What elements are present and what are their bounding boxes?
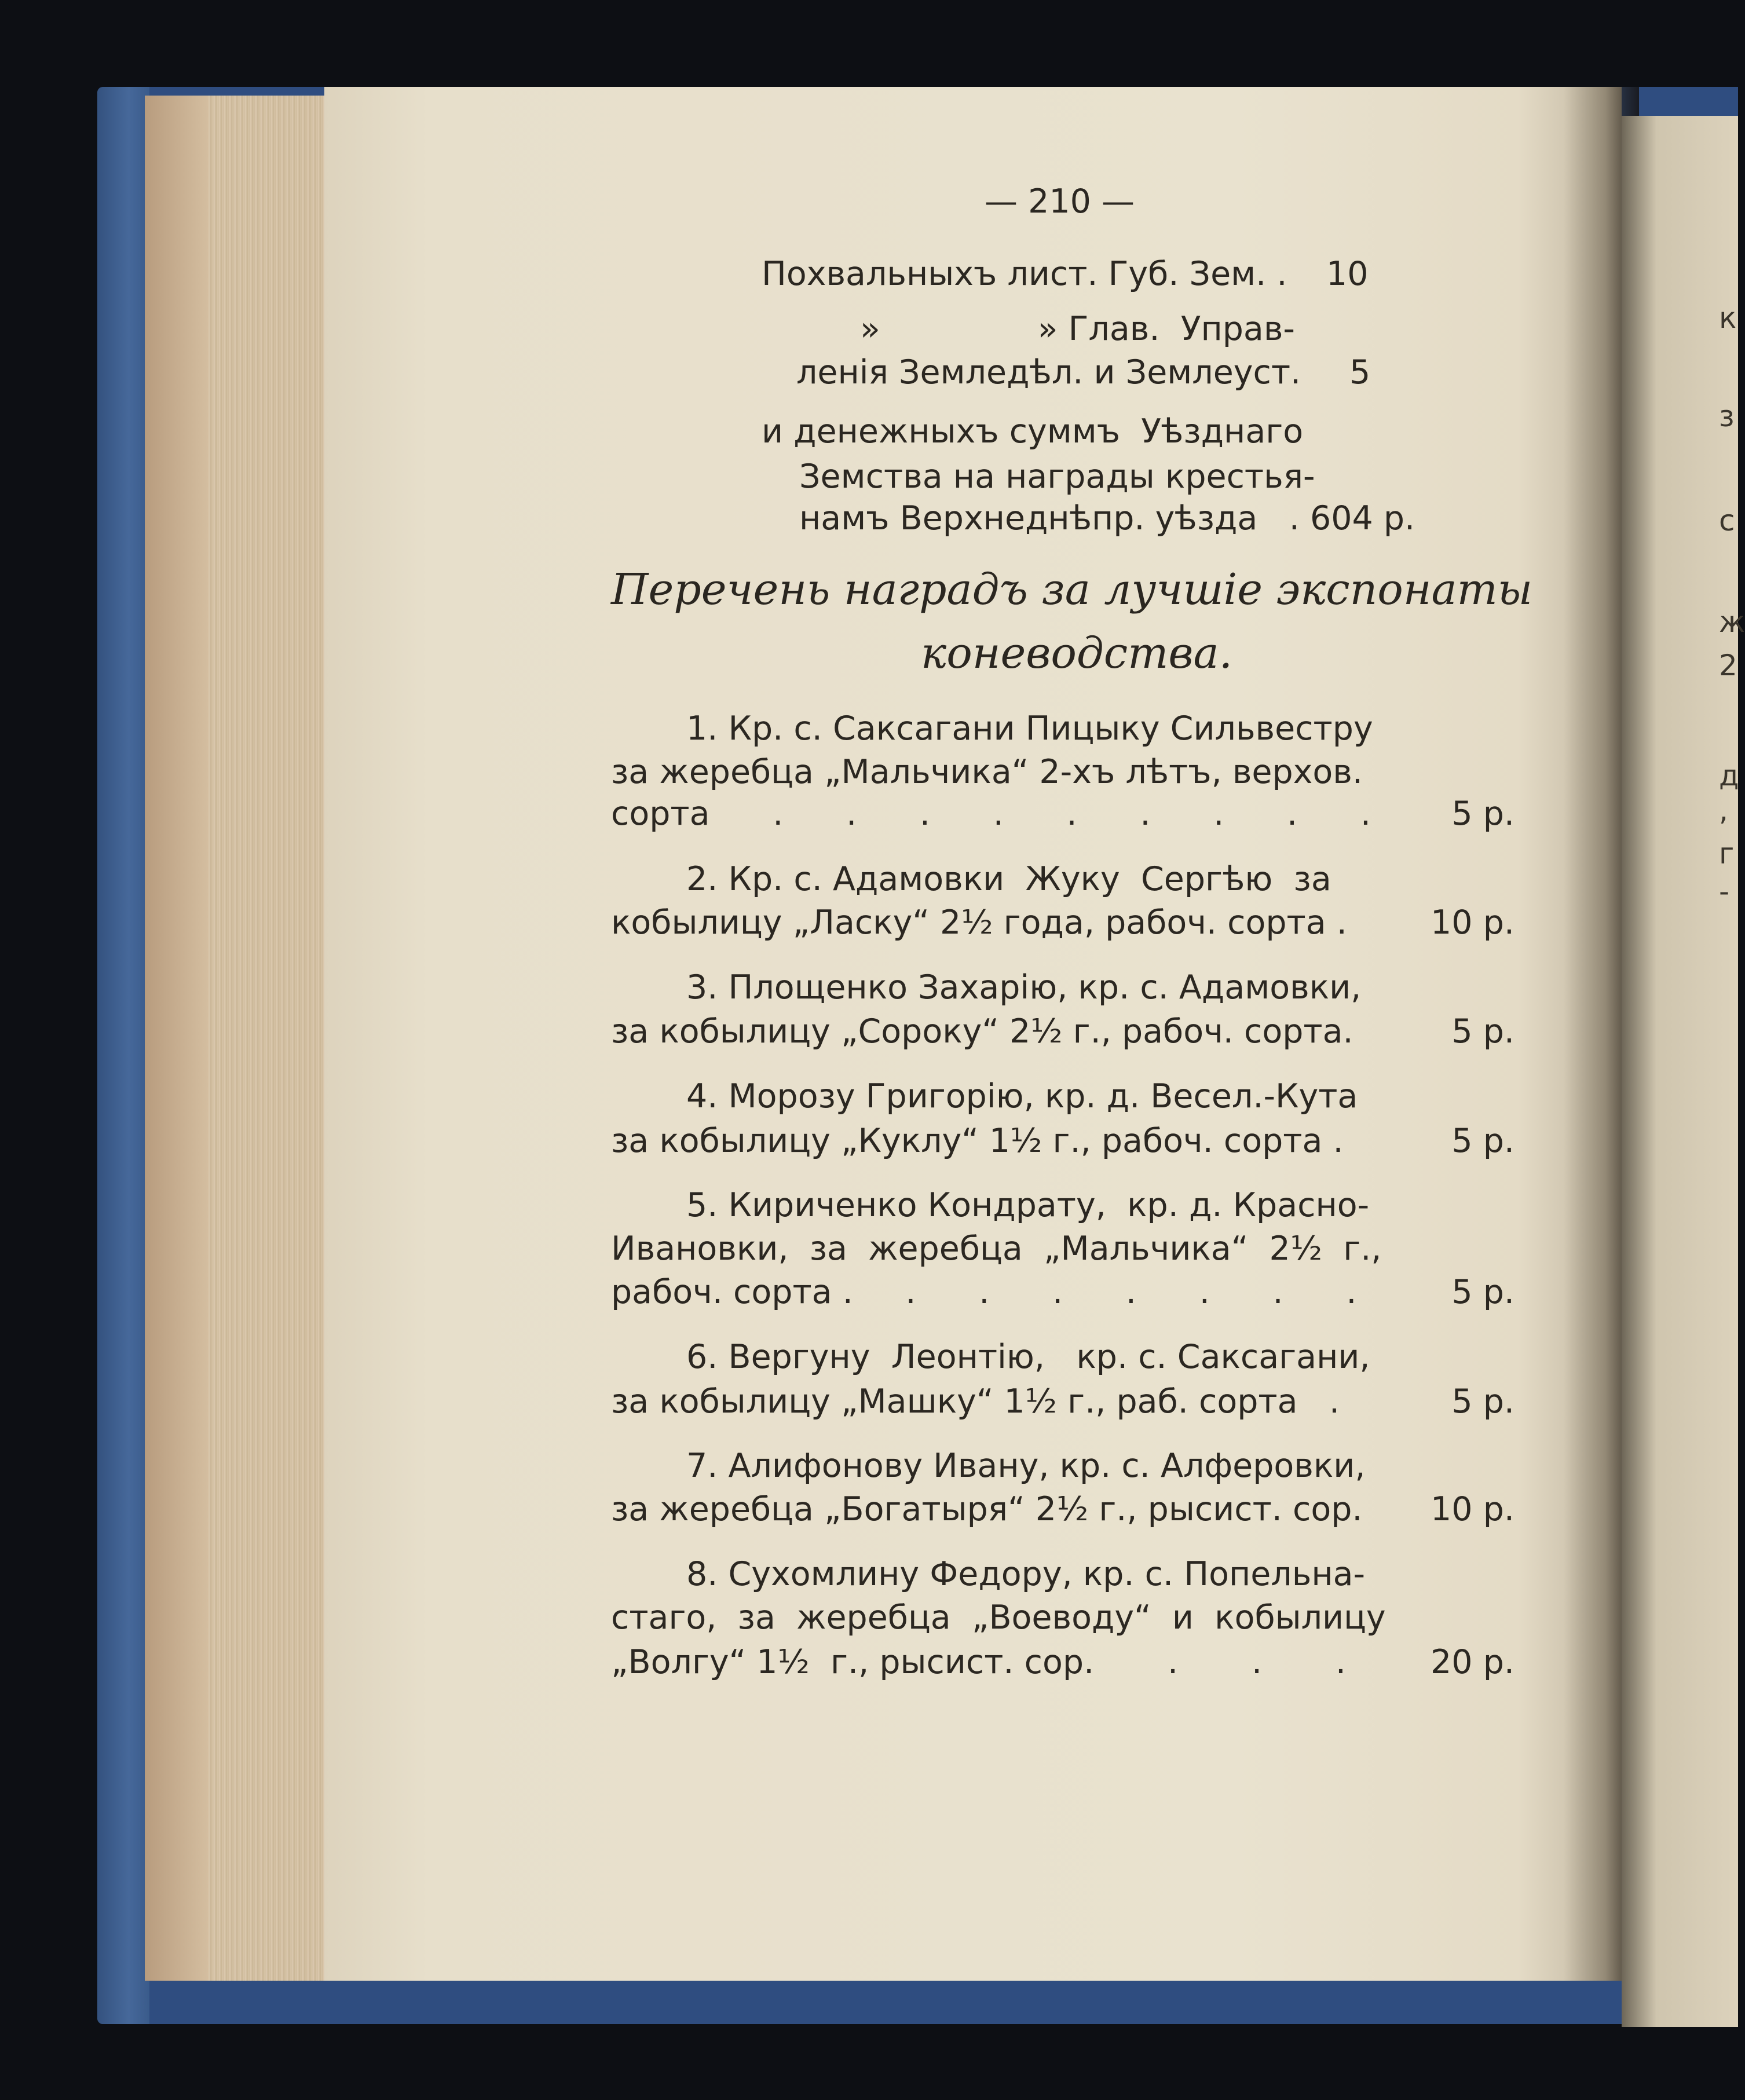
next-page-letter: к (1719, 301, 1737, 335)
intro-line: Земства на награды крестья- (799, 458, 1315, 496)
award-entry-line: кобылицу „Ласку“ 2½ года, рабоч. сорта . (611, 903, 1347, 942)
section-heading: Перечень наградъ за лучшіе экспонаты (611, 565, 1533, 614)
next-page-letter: с (1719, 504, 1735, 537)
award-amount: 20 р. (1431, 1643, 1514, 1681)
award-entry-line: стаго, за жеребца „Воеводу“ и кобылицу (611, 1598, 1386, 1637)
intro-line: Похвальныхъ лист. Губ. Зем. . (762, 255, 1287, 293)
award-amount: 5 р. (1451, 1273, 1514, 1311)
next-page-letter: з (1719, 400, 1735, 433)
award-entry-line: Ивановки, за жеребца „Мальчика“ 2½ г., (611, 1230, 1382, 1268)
intro-line: » » Глав. Управ- (860, 310, 1295, 348)
next-page-letter: 2 (1719, 649, 1737, 682)
award-entry-line: „Волгу“ 1½ г., рысист. сор. . . . (611, 1643, 1347, 1681)
award-entry-line: за кобылицу „Сороку“ 2½ г., рабоч. сорта. (611, 1012, 1353, 1051)
page-number: — 210 — (985, 182, 1135, 221)
award-entry-line: 8. Сухомлину Федору, кр. с. Попельна- (686, 1555, 1366, 1593)
next-page-letter: , (1719, 793, 1728, 827)
award-amount: 10 р. (1431, 1490, 1514, 1528)
intro-value: 5 (1349, 353, 1371, 392)
award-amount: 5 р. (1451, 795, 1514, 833)
intro-line: ленія Земледѣл. и Землеуст. (796, 353, 1301, 392)
award-amount: 5 р. (1451, 1382, 1514, 1421)
next-page-letter: д (1719, 759, 1739, 792)
next-page-letter: ж (1719, 605, 1745, 639)
intro-value: 10 (1326, 255, 1369, 293)
award-entry-line: 7. Алифонову Ивану, кр. с. Алферовки, (686, 1447, 1366, 1485)
award-entry-line: за жеребца „Богатыря“ 2½ г., рысист. сор. (611, 1490, 1363, 1528)
award-entry-line: 4. Морозу Григорію, кр. д. Весел.-Кута (686, 1077, 1358, 1115)
award-entry-line: сорта . . . . . . . . . (611, 795, 1371, 833)
award-entry-line: 5. Кириченко Кондрату, кр. д. Красно- (686, 1186, 1370, 1224)
award-entry-line: за кобылицу „Машку“ 1½ г., раб. сорта . (611, 1382, 1340, 1421)
award-entry-line: за жеребца „Мальчика“ 2-хъ лѣтъ, верхов. (611, 753, 1363, 791)
award-amount: 5 р. (1451, 1012, 1514, 1051)
award-entry-line: 2. Кр. с. Адамовки Жуку Сергѣю за (686, 860, 1331, 898)
intro-line: и денежныхъ суммъ Уѣзднаго (762, 412, 1304, 451)
next-page-letter: - (1719, 875, 1730, 908)
next-page-letter: г (1719, 837, 1735, 870)
award-entry-line: 3. Площенко Захарію, кр. с. Адамовки, (686, 968, 1362, 1007)
page-stack-edge (145, 96, 208, 1981)
award-amount: 5 р. (1451, 1122, 1514, 1160)
award-entry-line: за кобылицу „Куклу“ 1½ г., рабоч. сорта . (611, 1122, 1344, 1160)
book-spine-edge (97, 87, 149, 2024)
section-heading: коневодства. (921, 628, 1233, 678)
award-amount: 10 р. (1431, 903, 1514, 942)
award-entry-line: рабоч. сорта . . . . . . . . (611, 1273, 1357, 1311)
award-entry-line: 6. Вергуну Леонтію, кр. с. Саксагани, (686, 1338, 1370, 1376)
intro-line: намъ Верхнеднѣпр. уѣзда . 604 р. (799, 499, 1415, 537)
award-entry-line: 1. Кр. с. Саксагани Пицыку Сильвестру (686, 709, 1373, 748)
